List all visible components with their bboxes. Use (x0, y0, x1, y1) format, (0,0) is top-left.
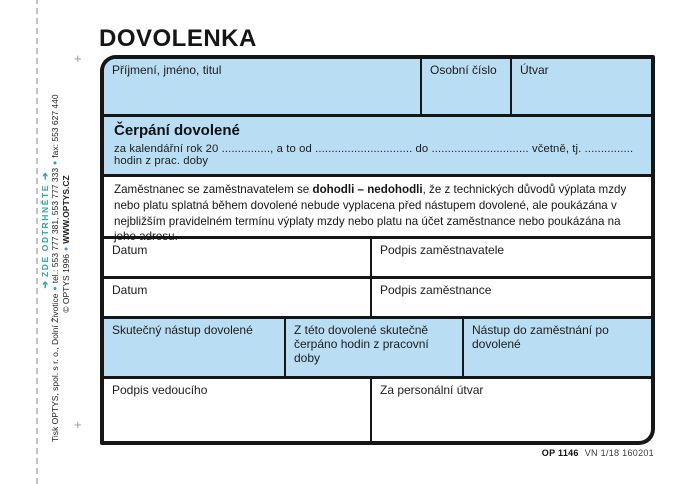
bullet-icon: ● (52, 160, 59, 165)
actual-leave-row (104, 319, 651, 379)
personal-number-field (422, 59, 512, 114)
tear-arrow-icon: ➔ (40, 172, 50, 180)
agreement-choice: dohodli – nedohodli (312, 183, 423, 196)
hr-department-field (372, 379, 651, 441)
employer-signature-field (372, 239, 651, 276)
tear-arrow-icon: ➔ (40, 281, 50, 289)
employer-signature-label: Podpis zaměstnavatele (380, 243, 505, 257)
form-edition: VN 1/18 160201 (584, 448, 654, 458)
approval-row (104, 379, 651, 441)
manager-signature-label: Podpis vedoucího (112, 383, 208, 397)
bullet-icon: ● (63, 246, 70, 251)
manager-signature-field (104, 379, 372, 441)
actual-start-field (104, 319, 286, 376)
hours-taken-field (286, 319, 464, 376)
website-text: WWW.OPTYS.CZ (61, 175, 71, 244)
printer-info-line1 (50, 46, 61, 442)
leave-form (100, 55, 655, 445)
personal-number-label: Osobní číslo (430, 63, 497, 77)
department-field (512, 59, 651, 114)
employee-signature-row (104, 279, 651, 319)
date-field-1 (104, 239, 372, 276)
form-code: OP 1146 (541, 448, 579, 458)
printer-info (50, 46, 72, 442)
employee-signature-field (372, 279, 651, 316)
section-title: Čerpání dovolené (114, 122, 240, 139)
perforation-line (36, 0, 38, 484)
leave-period-section (104, 117, 651, 177)
printer-phone: tel.: 553 777 381, 553 777 333 (50, 167, 60, 284)
name-field (104, 59, 422, 114)
name-field-label: Příjmení, jméno, titul (112, 63, 222, 77)
return-to-work-label: Nástup do zaměstnání po dovolené (472, 323, 609, 351)
identity-row (104, 59, 651, 117)
employer-signature-row (104, 239, 651, 279)
agreement-paragraph (114, 182, 641, 244)
printer-info-line2 (61, 46, 72, 442)
printer-name: Tisk OPTYS, spol. s r. o., Dolní Životice (50, 293, 60, 442)
tear-here-text: ZDE ODTRHNĚTE (40, 183, 50, 278)
return-to-work-field (464, 319, 651, 376)
hours-taken-label: Z této dovolené skutečně čerpáno hodin z pracovní doby (294, 323, 429, 365)
crop-mark-icon: + (74, 51, 82, 66)
period-line: za kalendářní rok 20 ..............., a to od .............................. do .............................. včetně, tj. ............... hodin z prac. doby (114, 143, 634, 167)
agreement-pre: Zaměstnanec se zaměstnavatelem se (114, 183, 313, 196)
bullet-icon: ● (52, 286, 59, 291)
crop-mark-icon: + (74, 417, 82, 432)
employee-signature-label: Podpis zaměstnance (380, 283, 492, 297)
date-field-2 (104, 279, 372, 316)
department-label: Útvar (520, 63, 549, 77)
agreement-row (104, 177, 651, 244)
date-label: Datum (112, 243, 148, 257)
actual-start-label: Skutečný nástup dovolené (112, 323, 253, 337)
agreement-post: , že z technických důvodů výplata mzdy nebo platu splatná během dovolené nebude vyplacena před nástupem dovolené, ale poukázána v nejbližším pravidelném termínu výplaty mzdy nebo platu na účet zaměstnance nebo poukázána na jeho adresu. (114, 183, 627, 244)
date-label: Datum (112, 283, 148, 297)
form-footer (542, 448, 654, 458)
copyright-text: © OPTYS 1996 (61, 254, 71, 313)
printer-fax: fax: 553 627 440 (50, 94, 60, 158)
page-title: DOVOLENKA (99, 25, 257, 52)
hr-department-label: Za personální útvar (380, 383, 484, 397)
